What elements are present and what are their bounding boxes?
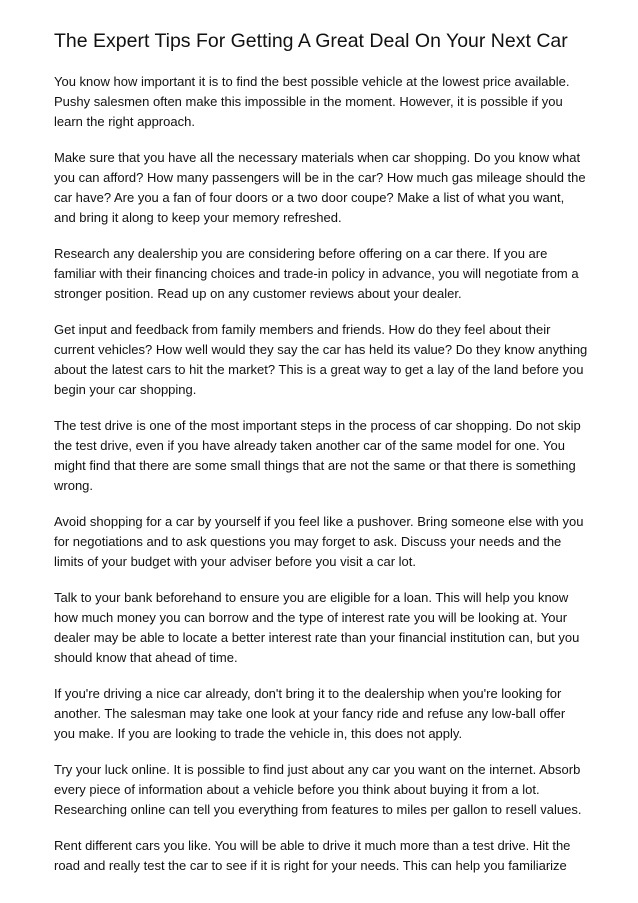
- paragraph-bank-loan: Talk to your bank beforehand to ensure you are eligible for a loan. This will help you know how much money you can borrow and the type of interest rate you will be looking at. Your dealer may be able to locate a better interest rate than your financial institution can, but you should know that ahead of time.: [54, 590, 580, 665]
- paragraph-rent-cars: Rent different cars you like. You will be able to drive it much more than a test drive. Hit the road and really test the car to see if it is right for your needs. This can help you familiarize: [54, 838, 571, 873]
- paragraph-materials: Make sure that you have all the necessary materials when car shopping. Do you know what you can afford? How many passengers will be in the car? How much gas mileage should the car have? Are you a fan of four doors or a two door coupe? Make a list of what you want, and bring it along to keep your memory refreshed.: [54, 150, 586, 225]
- paragraph-test-drive: The test drive is one of the most important steps in the process of car shopping. Do not skip the test drive, even if you have already taken another car of the same model for one. You might find that there are some small things that are not the same or that there is something wrong.: [54, 418, 581, 493]
- paragraph-research-dealership: Research any dealership you are considering before offering on a car there. If you are familiar with their financing choices and trade-in policy in advance, you will negotiate from a stronger position. Read up on any customer reviews about your dealer.: [54, 246, 579, 301]
- paragraph-family-feedback: Get input and feedback from family members and friends. How do they feel about their current vehicles? How well would they say the car has held its value? Do they know anything about the latest cars to hit the market? This is a great way to get a lay of the land before you begin your car shopping.: [54, 322, 588, 397]
- paragraph-nice-car: If you're driving a nice car already, don't bring it to the dealership when you're looking for another. The salesman may take one look at your fancy ride and refuse any low-ball offer you make. If you are looking to trade the vehicle in, this does not apply.: [54, 686, 566, 741]
- paragraph-intro: You know how important it is to find the best possible vehicle at the lowest price available. Pushy salesmen often make this impossible in the moment. However, it is possible if you learn the right approach.: [54, 74, 570, 129]
- document-title: The Expert Tips For Getting A Great Deal On Your Next Car: [54, 30, 568, 52]
- paragraph-bring-someone: Avoid shopping for a car by yourself if you feel like a pushover. Bring someone else with you for negotiations and to ask questions you may forget to ask. Discuss your needs and the limits of your budget with your adviser before you visit a car lot.: [54, 514, 584, 569]
- paragraph-online: Try your luck online. It is possible to find just about any car you want on the internet. Absorb every piece of information about a vehicle before you think about buying it from a lot. Researching online can tell you everything from features to miles per gallon to resell values.: [54, 762, 582, 817]
